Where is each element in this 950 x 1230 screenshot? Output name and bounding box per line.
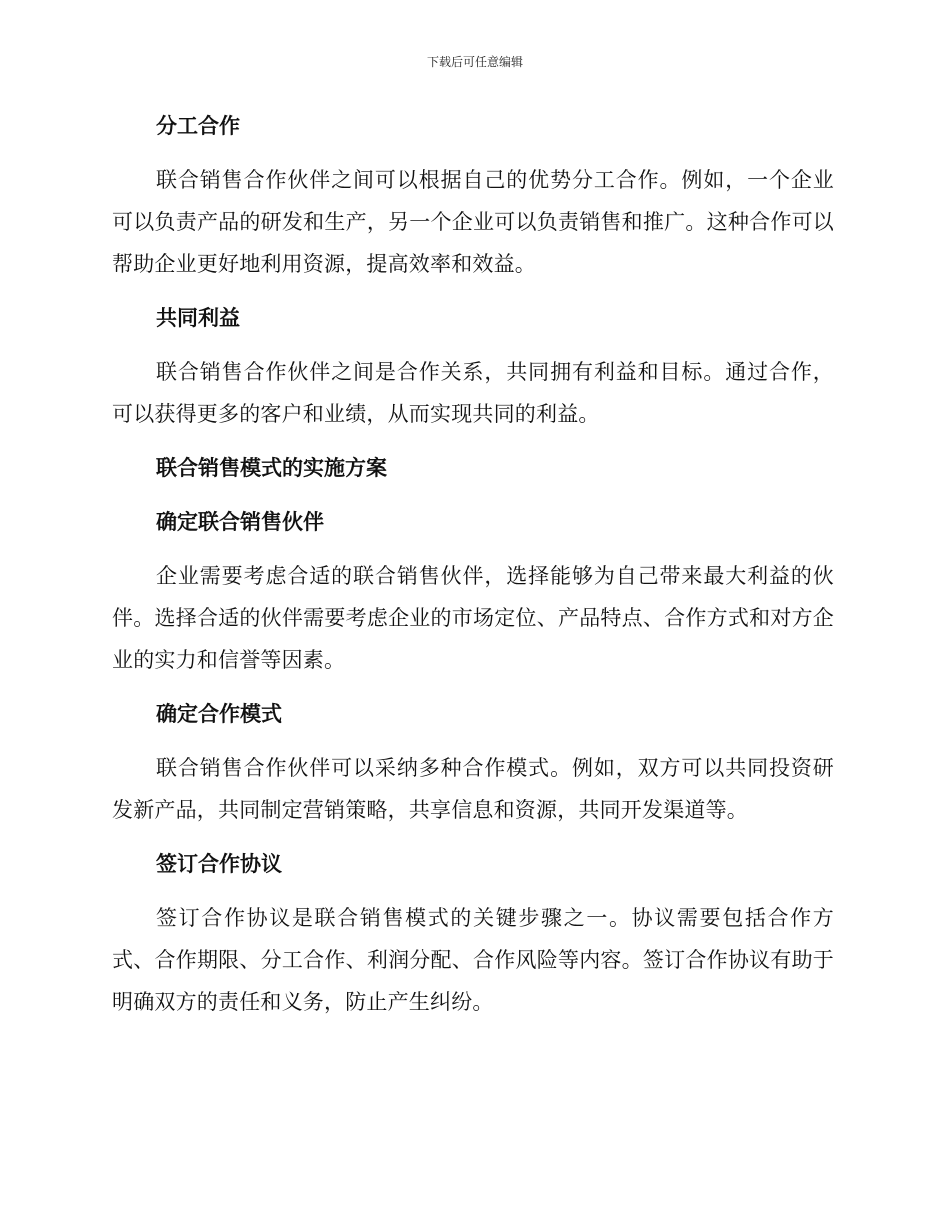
paragraph-sign-agreement: 签订合作协议是联合销售模式的关键步骤之一。协议需要包括合作方式、合作期限、分工合作、利润分配、合作风险等内容。签订合作协议有助于明确双方的责任和义务，防止产生纠纷。 [112, 906, 834, 1014]
section-heading-cooperation-model: 确定合作模式 [156, 702, 282, 726]
paragraph-cooperation-model: 联合销售合作伙伴可以采纳多种合作模式。例如，双方可以共同投资研发新产品，共同制定营销策略，共享信息和资源，共同开发渠道等。 [112, 756, 834, 822]
section-heading-common-interests: 共同利益 [156, 306, 240, 330]
section-heading-division-of-labor: 分工合作 [156, 114, 240, 138]
paragraph-choose-partner: 企业需要考虑合适的联合销售伙伴，选择能够为自己带来最大利益的伙伴。选择合适的伙伴需要考虑企业的市场定位、产品特点、合作方式和对方企业的实力和信誉等因素。 [112, 564, 834, 672]
section-heading-choose-partner: 确定联合销售伙伴 [156, 510, 324, 534]
page-header: 下载后可任意编辑 [426, 55, 523, 69]
paragraph-division-of-labor: 联合销售合作伙伴之间可以根据自己的优势分工合作。例如，一个企业可以负责产品的研发和生产，另一个企业可以负责销售和推广。这种合作可以帮助企业更好地利用资源，提高效率和效益。 [112, 168, 834, 276]
section-heading-implementation-plan: 联合销售模式的实施方案 [156, 456, 387, 480]
document-body [112, 105, 834, 1035]
section-heading-sign-agreement: 签订合作协议 [156, 852, 282, 876]
paragraph-common-interests: 联合销售合作伙伴之间是合作关系，共同拥有利益和目标。通过合作，可以获得更多的客户和业绩，从而实现共同的利益。 [112, 360, 834, 426]
